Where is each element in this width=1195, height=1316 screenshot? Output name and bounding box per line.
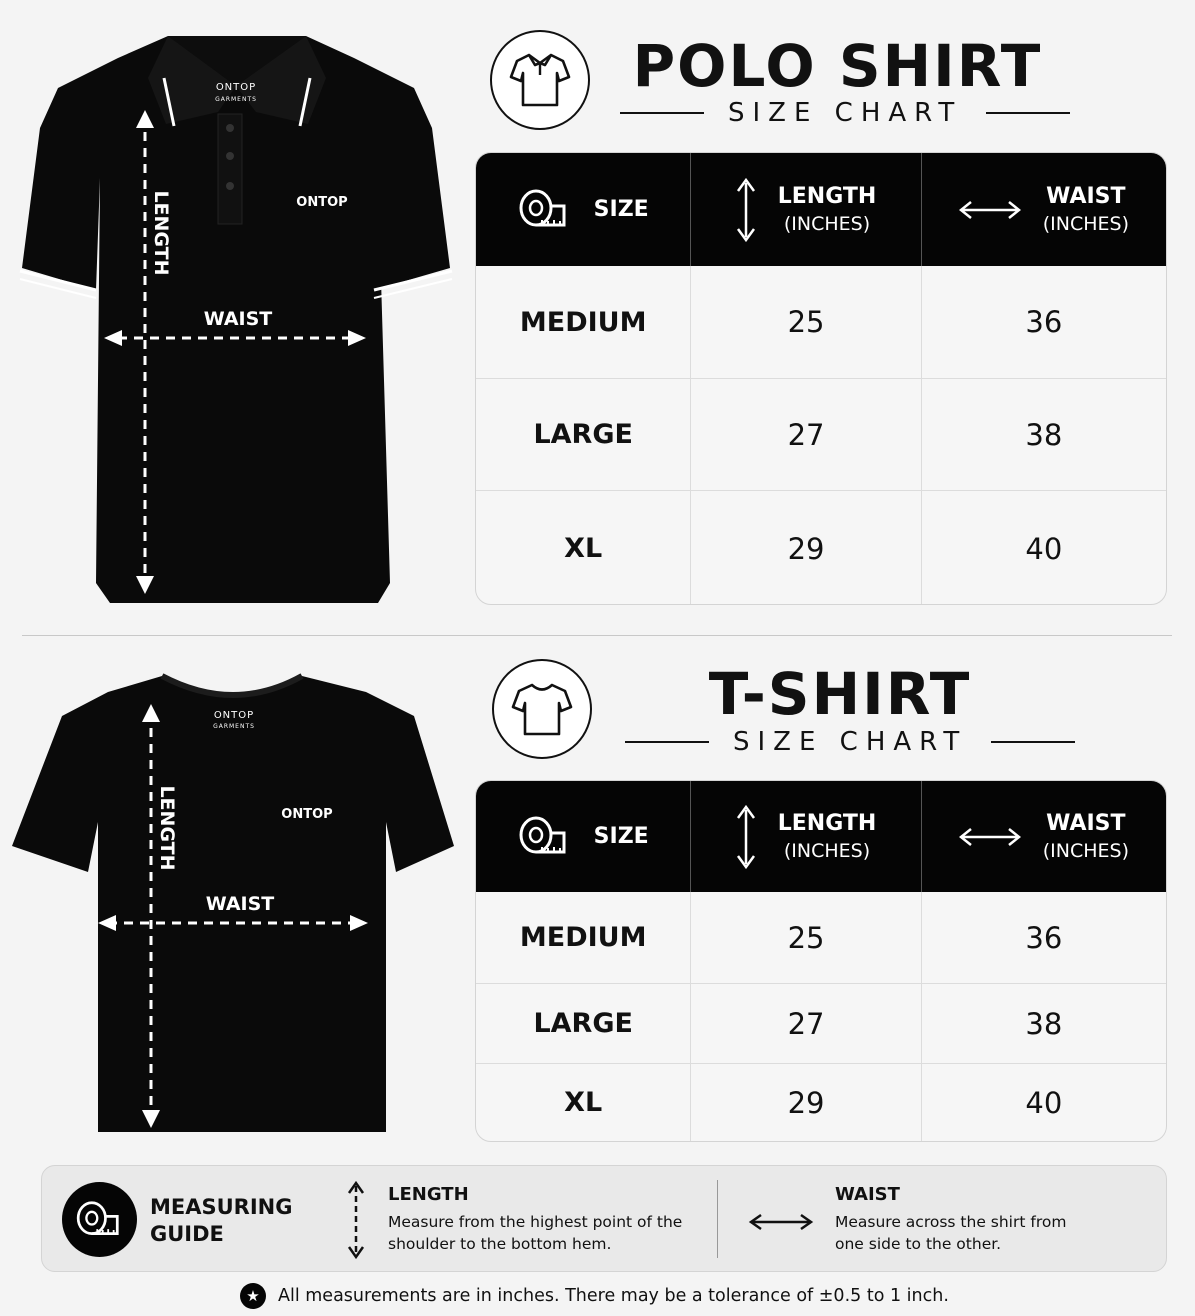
header-waist-unit: (INCHES) xyxy=(1042,840,1129,862)
cell-length: 27 xyxy=(691,984,921,1063)
t-shirt-icon xyxy=(492,659,592,759)
chest-brand: ONTOP xyxy=(296,195,348,210)
collar-brand-sub: GARMENTS xyxy=(215,96,257,103)
cell-length: 27 xyxy=(691,379,921,490)
cell-size: MEDIUM xyxy=(476,266,691,378)
header-length xyxy=(691,781,921,892)
footnote-text: All measurements are in inches. There may be a tolerance of ±0.5 to 1 inch. xyxy=(278,1286,949,1306)
polo-title: POLO SHIRT xyxy=(632,32,1043,100)
section-divider xyxy=(22,635,1172,636)
cell-waist: 40 xyxy=(1025,531,1063,566)
horizontal-arrow-icon xyxy=(959,827,1021,847)
header-size xyxy=(476,153,691,266)
header-size-label: SIZE xyxy=(593,824,649,849)
tape-measure-icon xyxy=(518,188,572,232)
horizontal-arrow-icon xyxy=(748,1212,814,1232)
guide-waist-desc: Measure across the shirt from one side to the other. xyxy=(835,1213,1067,1253)
table-row xyxy=(476,378,1166,490)
header-waist xyxy=(922,781,1166,892)
horizontal-arrow-icon xyxy=(959,200,1021,220)
tshirt-subtitle-row xyxy=(625,727,1075,757)
cell-length: 25 xyxy=(691,266,921,378)
header-length-label: LENGTH xyxy=(777,811,877,836)
guide-title xyxy=(150,1194,292,1248)
cell-length: 29 xyxy=(691,491,921,605)
footnote xyxy=(240,1283,949,1309)
header-length-label: LENGTH xyxy=(777,184,877,209)
header-size-label: SIZE xyxy=(593,197,649,222)
cell-waist: 36 xyxy=(1025,920,1063,955)
guide-title-line1: MEASURING xyxy=(150,1195,293,1219)
t-shirt-diagram xyxy=(12,670,456,1140)
cell-waist: 40 xyxy=(1025,1085,1063,1120)
header-waist-label: WAIST xyxy=(1046,811,1126,836)
vertical-arrow-icon xyxy=(346,1180,366,1260)
collar-brand: ONTOP xyxy=(213,710,255,721)
tshirt-size-table xyxy=(475,780,1167,1142)
cell-size: LARGE xyxy=(476,984,691,1063)
cell-size: XL xyxy=(476,491,691,605)
vertical-arrow-icon xyxy=(736,804,756,870)
header-waist-label: WAIST xyxy=(1046,184,1126,209)
collar-brand-sub: GARMENTS xyxy=(213,723,255,730)
cell-length: 29 xyxy=(691,1064,921,1141)
tape-measure-icon xyxy=(62,1182,137,1257)
cell-waist: 38 xyxy=(1025,417,1063,452)
cell-length: 25 xyxy=(691,892,921,983)
waist-label: WAIST xyxy=(205,893,275,915)
polo-size-table xyxy=(475,152,1167,605)
collar-brand: ONTOP xyxy=(215,82,257,93)
length-label: LENGTH xyxy=(150,190,172,276)
subtitle-rule-left xyxy=(625,741,709,743)
table-body xyxy=(476,892,1166,1141)
cell-size: XL xyxy=(476,1064,691,1141)
guide-title-line2: GUIDE xyxy=(150,1222,224,1246)
guide-length-title: LENGTH xyxy=(388,1184,469,1205)
polo-shirt-icon xyxy=(490,30,590,130)
guide-length-desc: Measure from the highest point of the shoulder to the bottom hem. xyxy=(388,1213,683,1253)
cell-size: MEDIUM xyxy=(476,892,691,983)
table-row xyxy=(476,266,1166,378)
polo-subtitle-row xyxy=(620,98,1070,128)
header-waist xyxy=(922,153,1166,266)
table-row xyxy=(476,490,1166,605)
tape-measure-icon xyxy=(518,815,572,859)
tshirt-subtitle: SIZE CHART xyxy=(733,727,968,757)
guide-waist-title: WAIST xyxy=(835,1184,900,1205)
cell-waist: 36 xyxy=(1025,305,1063,339)
star-icon: ★ xyxy=(240,1283,266,1309)
header-waist-unit: (INCHES) xyxy=(1042,213,1129,235)
subtitle-rule-right xyxy=(986,112,1070,114)
table-header xyxy=(476,153,1166,266)
polo-shirt-diagram xyxy=(18,28,458,613)
cell-size: LARGE xyxy=(476,379,691,490)
polo-subtitle: SIZE CHART xyxy=(728,98,963,128)
subtitle-rule-left xyxy=(620,112,704,114)
waist-label: WAIST xyxy=(203,308,273,330)
cell-waist: 38 xyxy=(1025,1006,1063,1041)
table-row xyxy=(476,1063,1166,1141)
measuring-guide xyxy=(41,1165,1167,1272)
table-header xyxy=(476,781,1166,892)
header-length xyxy=(691,153,921,266)
header-size xyxy=(476,781,691,892)
header-length-unit: (INCHES) xyxy=(783,213,871,235)
vertical-arrow-icon xyxy=(736,177,756,243)
table-row xyxy=(476,983,1166,1063)
length-label: LENGTH xyxy=(156,785,178,871)
chest-brand: ONTOP xyxy=(281,807,333,822)
subtitle-rule-right xyxy=(991,741,1075,743)
table-body xyxy=(476,266,1166,605)
tshirt-title: T-SHIRT xyxy=(708,660,972,728)
table-row xyxy=(476,892,1166,983)
guide-separator xyxy=(717,1180,718,1258)
header-length-unit: (INCHES) xyxy=(783,840,871,862)
